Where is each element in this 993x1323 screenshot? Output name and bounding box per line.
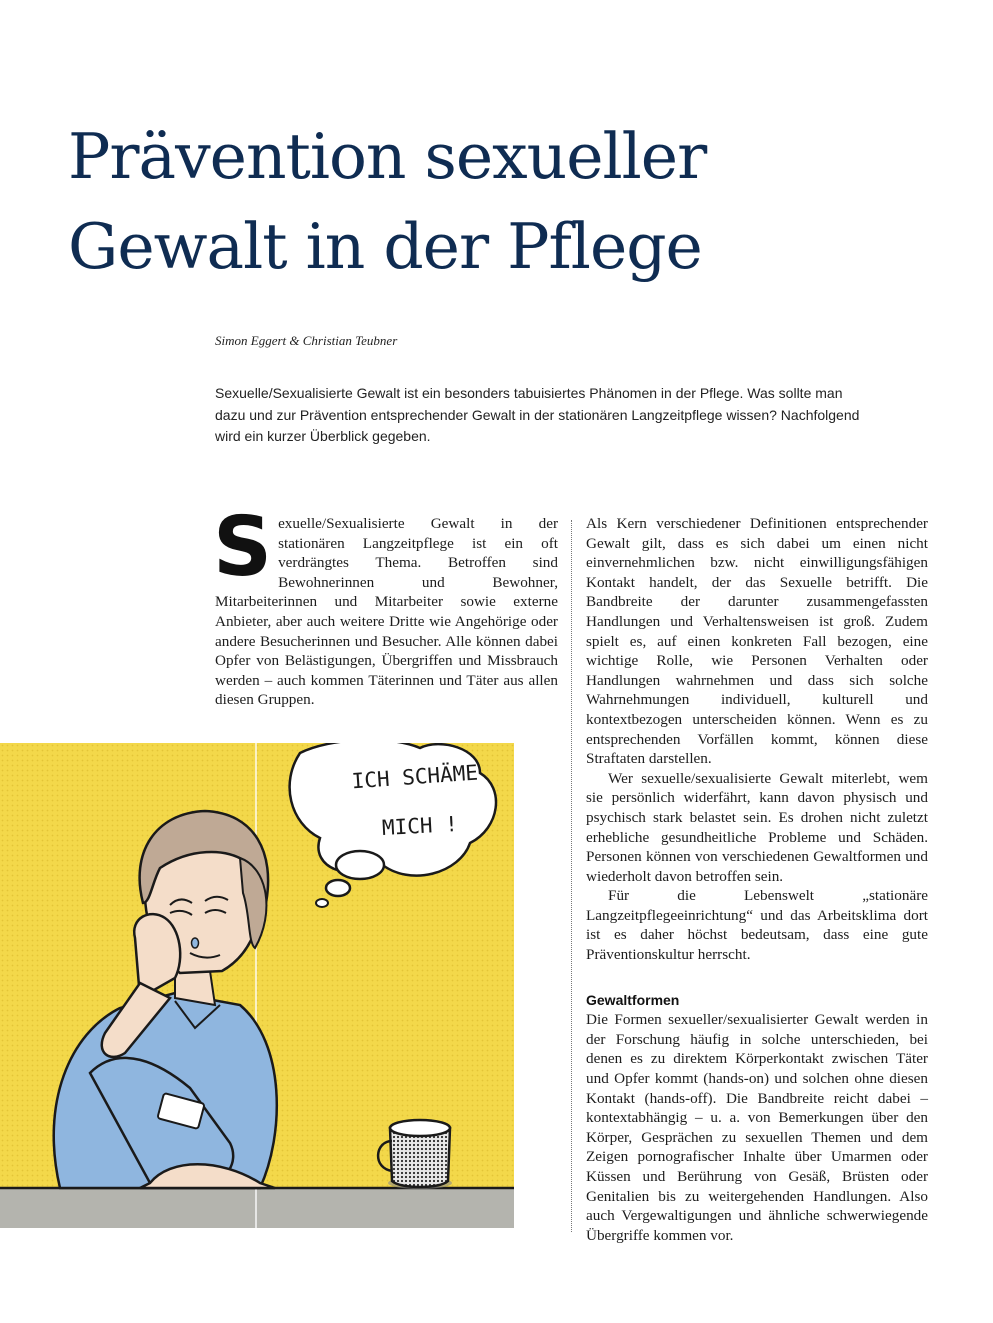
column-left bbox=[213, 500, 558, 710]
lead-line-3: wird ein kurzer Überblick gegeben. bbox=[215, 428, 431, 444]
title-line-1: Prävention sexueller bbox=[68, 120, 707, 193]
article-title bbox=[68, 112, 948, 292]
intro-paragraph: exuelle/Sexualisierte Gewalt in der stationären Langzeitpflege ist ein oft verdrängtes Thema. Betroffen sind Bewohnerinnen und Bewohner, Mitarbeiterinnen und Mitarbeiter sowie externe Anbieter, aber auch weitere Dritte wie Angehörige oder andere Besucherinnen und Besucher. Alle können dabei Opfer von Belästigungen, Übergriffen und Missbrauch werden – auch kommen Täterinnen und Täter aus allen diesen Gruppen. bbox=[215, 515, 558, 709]
bubble-text-line-2: MICH ! bbox=[381, 812, 459, 840]
body-paragraph-3: Für die Lebenswelt „stationäre Langzeitpflegeeinrichtung“ und das Arbeitsklima dort ist es daher höchst bedeutsam, dass eine gute Präventionskultur herrscht. bbox=[586, 887, 928, 964]
body-paragraph-2: Wer sexuelle/sexualisierte Gewalt miterlebt, wem sie persönlich widerfährt, kann davon physisch und psychisch stark belastet sein. Es drohen nicht zuletzt erhebliche gesundheitliche Probleme und Schäden. Personen können von verschiedenen Gewaltformen und wiederholt davon betroffen sein. bbox=[586, 769, 928, 885]
table-surface bbox=[0, 1188, 514, 1228]
section-heading: Gewaltformen bbox=[586, 991, 680, 1008]
authors: Simon Eggert & Christian Teubner bbox=[215, 333, 398, 348]
column-right bbox=[586, 514, 928, 1245]
lead-line-2: dazu und zur Prävention entsprechender Gewalt in der stationären Langzeitpflege wissen? Nachfolgend bbox=[215, 406, 860, 423]
tear bbox=[192, 938, 199, 948]
body-paragraph-1: Als Kern verschiedener Definitionen entsprechender Gewalt gilt, dass es sich dabei um einen nicht einvernehmlichen bzw. nicht einwilligungsfähigen Kontakt handelt, der das Sexuelle betrifft. Die Bandbreite der darunter zusammengefassten Handlungen und Verhaltensweisen ist groß. Zudem spielt es, auf einen konkreten Fall bezogen, eine wichtige Rolle, wie Personen Verhalten oder Handlungen wahrnehmen und dass sich solche Wahrnehmungen individuell, kulturell und kontextbezogen unterscheiden können. Wenn es zu entsprechenden Vorfällen kommt, können diese Straftaten darstellen. bbox=[586, 515, 928, 768]
column-divider bbox=[571, 520, 572, 1232]
bubble-text-line-1: ICH SCHÄME bbox=[350, 760, 479, 794]
title-line-2: Gewalt in der Pflege bbox=[68, 210, 702, 283]
body-paragraph-4: Die Formen sexueller/sexualisierter Gewalt werden in der Forschung häufig in solche unterschieden, bei denen es zu direktem Körperkontakt zwischen Täter und Opfer kommt (hands-on) und solchen ohne diesen Kontakt (hands-off). Die Bandbreite reicht dabei – kontextabhängig – u. a. von Bemerkungen über den Körper, Gesprächen zu sexuellen Themen und dem Zeigen pornografischer Inhalte über Umarmen oder Küssen und Berührung von Gesäß, Brüsten oder Genitalien bis zu weitergehenden Handlungen. Also auch Vergewaltigungen und ähnliche schwerwiegende Übergriffe kommen vor. bbox=[586, 1011, 928, 1244]
lead-line-1: Sexuelle/Sexualisierte Gewalt ist ein besonders tabuisiertes Phänomen in der Pflege. Was sollte man bbox=[215, 385, 843, 401]
dropcap: S bbox=[213, 500, 273, 595]
illustration-crying-nurse bbox=[0, 743, 514, 1228]
lead-paragraph bbox=[215, 383, 905, 448]
